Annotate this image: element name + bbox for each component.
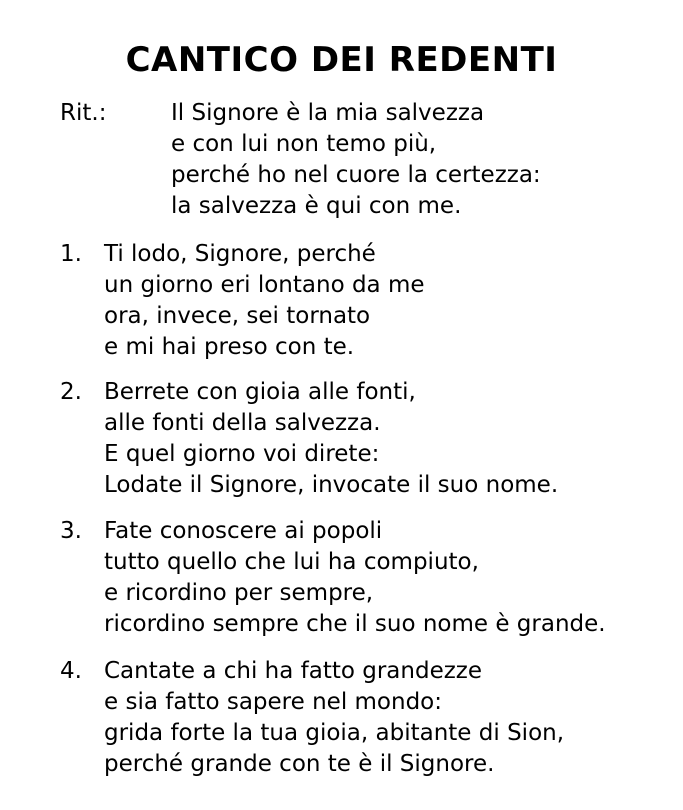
- verse-line: Fate conoscere ai popoli: [104, 518, 383, 544]
- verse-line: Cantate a chi ha fatto grandezze: [104, 658, 483, 684]
- verse-line: e mi hai preso con te.: [104, 334, 355, 360]
- verse-line: Ti lodo, Signore, perché: [104, 241, 376, 267]
- refrain-lines: [171, 98, 670, 222]
- verse-line: perché grande con te è il Signore.: [104, 751, 495, 777]
- verse-1: [60, 239, 670, 363]
- verse-line: Lodate il Signore, invocate il suo nome.: [104, 472, 559, 498]
- refrain-line: Il Signore è la mia salvezza: [171, 100, 485, 126]
- verse-3: [60, 516, 670, 640]
- verse-lines: [104, 656, 670, 780]
- verse-line: Berrete con gioia alle fonti,: [104, 379, 416, 405]
- verse-2: [60, 377, 670, 501]
- refrain-line: la salvezza è qui con me.: [171, 193, 462, 219]
- refrain-line: e con lui non temo più,: [171, 131, 437, 157]
- verse-lines: [104, 377, 670, 501]
- song-title: CANTICO DEI REDENTI: [125, 40, 558, 80]
- verse-line: ora, invece, sei tornato: [104, 303, 371, 329]
- verse-4: [60, 656, 670, 780]
- verse-line: alle fonti della salvezza.: [104, 410, 381, 436]
- verse-line: ricordino sempre che il suo nome è grande.: [104, 611, 606, 637]
- verse-lines: [104, 516, 670, 640]
- refrain: [60, 98, 670, 222]
- verse-lines: [104, 239, 670, 363]
- refrain-label: Rit.:: [60, 100, 107, 126]
- verse-number: 1.: [60, 241, 82, 267]
- verse-number: 4.: [60, 658, 82, 684]
- verse-line: un giorno eri lontano da me: [104, 272, 425, 298]
- verse-number: 3.: [60, 518, 82, 544]
- verse-line: e ricordino per sempre,: [104, 580, 374, 606]
- verse-line: grida forte la tua gioia, abitante di Sion,: [104, 720, 565, 746]
- verse-number: 2.: [60, 379, 82, 405]
- verse-line: E quel giorno voi direte:: [104, 441, 380, 467]
- verse-line: e sia fatto sapere nel mondo:: [104, 689, 442, 715]
- verse-line: tutto quello che lui ha compiuto,: [104, 549, 479, 575]
- refrain-line: perché ho nel cuore la certezza:: [171, 162, 541, 188]
